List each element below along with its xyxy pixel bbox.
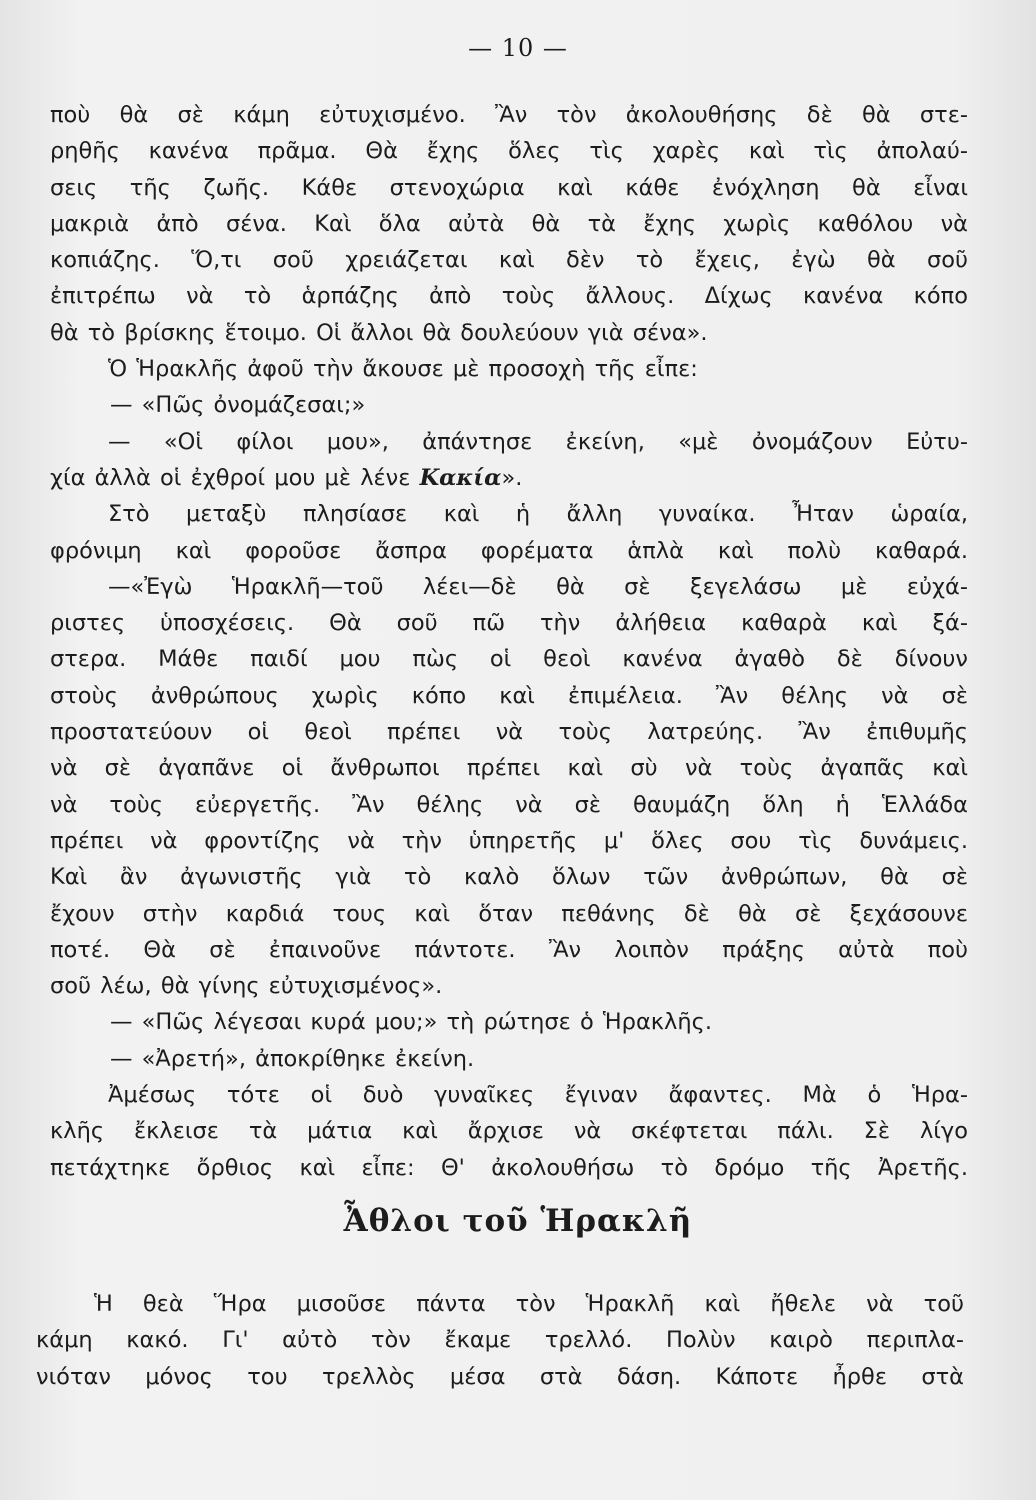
dialogue-line <box>50 460 968 496</box>
text-line: νιόταν μόνος του τρελλὸς μέσα στὰ δάση. Κάποτε ἦρθε στὰ <box>36 1363 964 1390</box>
text-line: στοὺς ἀνθρώπους χωρὶς κόπο καὶ ἐπιμέλεια. Ἂν θέλης νὰ σὲ <box>50 682 968 709</box>
section-text-block <box>36 1286 964 1395</box>
text-line: στερα. Μάθε παιδί μου πὼς οἱ θεοὶ κανένα ἀγαθὸ δὲ δίνουν <box>50 646 968 673</box>
text-line: ποὺ θὰ σὲ κάμη εὐτυχισμένο. Ἂν τὸν ἀκολουθήσης δὲ θὰ στε- <box>50 102 968 128</box>
text-line: πετάχτηκε ὄρθιος καὶ εἶπε: Θ' ἀκολουθήσω τὸ δρόμο τῆς Ἀρετῆς. <box>50 1154 968 1181</box>
dialogue-text: χία ἀλλὰ οἱ ἐχθροί μου μὲ λένε <box>50 464 420 491</box>
text-line: πρέπει νὰ φροντίζης νὰ τὴν ὑπηρετῆς μ' ὅλες σου τὶς δυνάμεις. <box>50 827 968 854</box>
text-line: σοῦ λέω, θὰ γίνης εὐτυχισμένος». <box>50 973 443 1000</box>
text-line: Στὸ μεταξὺ πλησίασε καὶ ἡ ἄλλη γυναίκα. Ἦταν ὡραία, <box>108 501 968 528</box>
text-line: νὰ σὲ ἀγαπᾶνε οἱ ἄνθρωποι πρέπει καὶ σὺ νὰ τοὺς ἀγαπᾶς καὶ <box>50 755 968 782</box>
text-line: ἐπιτρέπω νὰ τὸ ἁρπάζης ἀπὸ τοὺς ἄλλους. Δίχως κανένα κόπο <box>50 283 968 310</box>
text-line: ριστες ὑποσχέσεις. Θὰ σοῦ πῶ τὴν ἀλήθεια καθαρὰ καὶ ξά- <box>50 610 968 637</box>
text-line: Ὁ Ἡρακλῆς ἀφοῦ τὴν ἄκουσε μὲ προσοχὴ τῆς εἶπε: <box>108 356 698 383</box>
dialogue-line: — «Ἀρετή», ἀποκρίθηκε ἐκείνη. <box>110 1045 475 1072</box>
dialogue-line: — «Πῶς ὀνομάζεσαι;» <box>110 392 366 419</box>
text-line: προστατεύουν οἱ θεοὶ πρέπει νὰ τοὺς λατρεύης. Ἂν ἐπιθυμῆς <box>50 719 968 746</box>
text-line: ἔχουν στὴν καρδιά τους καὶ ὅταν πεθάνης δὲ θὰ σὲ ξεχάσουνε <box>50 900 968 927</box>
text-line: Ἀμέσως τότε οἱ δυὸ γυναῖκες ἔγιναν ἄφαντες. Μὰ ὁ Ἡρα- <box>108 1082 968 1109</box>
text-line: μακριὰ ἀπὸ σένα. Καὶ ὅλα αὐτὰ θὰ τὰ ἔχης χωρὶς καθόλου νὰ <box>50 210 968 237</box>
text-line: σεις τῆς ζωῆς. Κάθε στενοχώρια καὶ κάθε ἐνόχληση θὰ εἶναι <box>50 174 968 201</box>
dialogue-text: ». <box>501 464 523 491</box>
text-line: κλῆς ἔκλεισε τὰ μάτια καὶ ἄρχισε νὰ σκέφτεται πάλι. Σὲ λίγο <box>50 1118 968 1145</box>
dialogue-line: — «Οἱ φίλοι μου», ἀπάντησε ἐκείνη, «μὲ ὀνομάζουν Εὐτυ- <box>108 428 968 455</box>
text-line: κάμη κακό. Γι' αὐτὸ τὸν ἔκαμε τρελλό. Πολὺν καιρὸ περιπλα- <box>36 1327 964 1354</box>
page-number: — 10 — <box>468 34 568 62</box>
text-line: ρηθῆς κανένα πρᾶμα. Θὰ ἔχης ὅλες τὶς χαρὲς καὶ τὶς ἀπολαύ- <box>50 138 968 165</box>
text-line: Ἡ θεὰ Ἥρα μισοῦσε πάντα τὸν Ἡρακλῆ καὶ ἤθελε νὰ τοῦ <box>94 1291 964 1317</box>
text-line: φρόνιμη καὶ φοροῦσε ἄσπρα φορέματα ἁπλὰ καὶ πολὺ καθαρά. <box>50 537 968 564</box>
dialogue-line: — «Πῶς λέγεσαι κυρά μου;» τὴ ρώτησε ὁ Ἡρακλῆς. <box>110 1009 712 1036</box>
text-line: θὰ τὸ βρίσκης ἕτοιμο. Οἱ ἄλλοι θὰ δουλεύουν γιὰ σένα». <box>50 319 708 346</box>
text-line: νὰ τοὺς εὐεργετῆς. Ἂν θέλης νὰ σὲ θαυμάζη ὅλη ἡ Ἑλλάδα <box>50 791 968 818</box>
text-line: —«Ἐγὼ Ἡρακλῆ—τοῦ λέει—δὲ θὰ σὲ ξεγελάσω μὲ εὐχά- <box>108 573 968 600</box>
section-heading: Ἆθλοι τοῦ Ἡρακλῆ <box>343 1203 693 1239</box>
text-line: ποτέ. Θὰ σὲ ἐπαινοῦνε πάντοτε. Ἂν λοιπὸν πράξης αὐτὰ ποὺ <box>50 936 968 963</box>
text-line: κοπιάζης. Ὅ,τι σοῦ χρειάζεται καὶ δὲν τὸ ἔχεις, ἐγὼ θὰ σοῦ <box>50 247 968 274</box>
main-text-block <box>50 97 968 1186</box>
text-line: Καὶ ἂν ἀγωνιστῆς γιὰ τὸ καλὸ ὅλων τῶν ἀνθρώπων, θὰ σὲ <box>50 864 968 891</box>
kakia-word: Κακία <box>419 464 502 491</box>
